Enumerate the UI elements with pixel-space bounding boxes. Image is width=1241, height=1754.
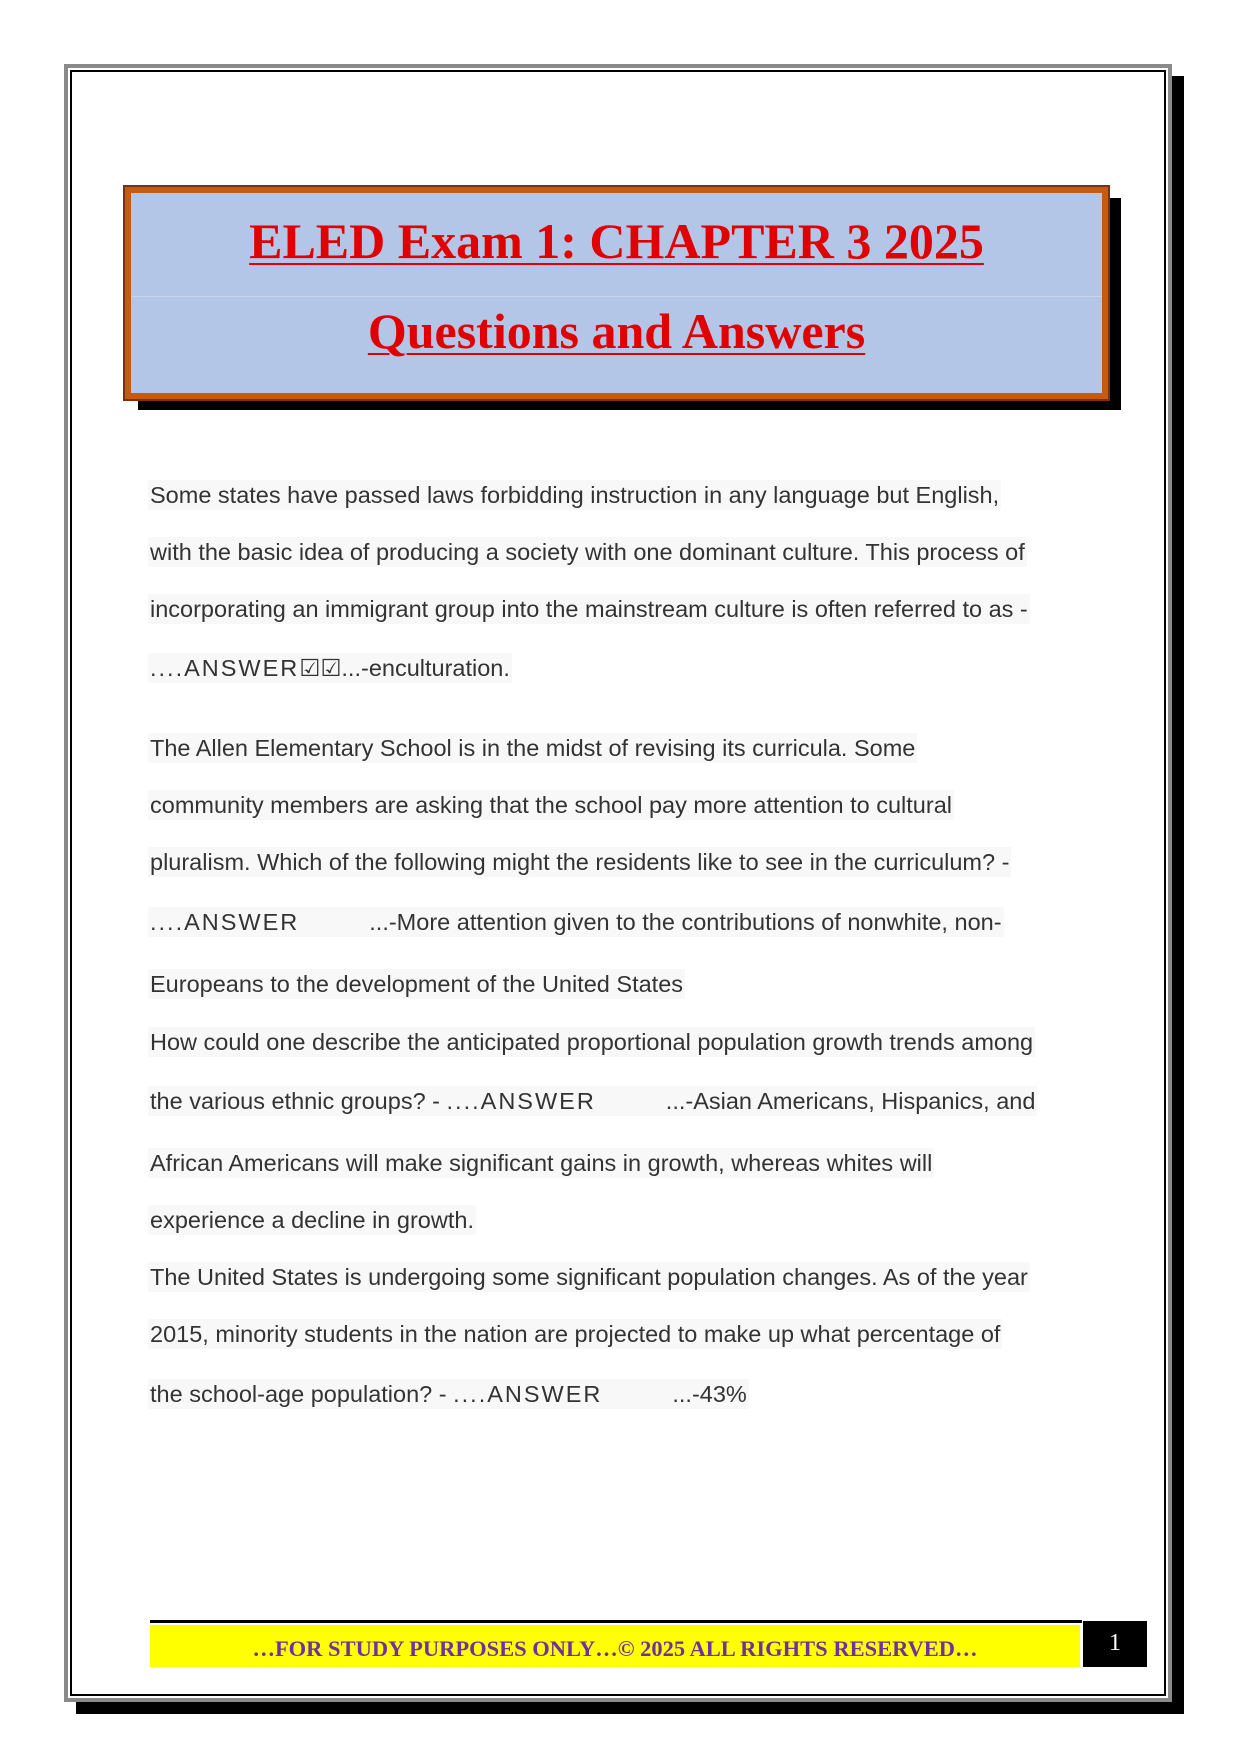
answer-line: Europeans to the development of the United States [150,971,684,997]
answer-line [148,1379,749,1409]
checkmark-icon: ☑☑ [299,655,342,681]
document-title: ELED Exam 1: CHAPTER 3 2025 [249,213,984,269]
title-divider [131,296,1102,297]
question-line: with the basic idea of producing a society with one dominant culture. This process of [150,539,1025,565]
answer-label: ....ANSWER [150,909,300,935]
answer-line [148,907,1004,937]
document-subtitle: Questions and Answers [367,303,866,359]
question-line: Some states have passed laws forbidding instruction in any language but English, [150,482,1000,508]
question-line: community members are asking that the school pay more attention to cultural [150,792,952,818]
footer-rule [150,1620,1082,1623]
answer-line: African Americans will make significant gains in growth, whereas whites will [150,1150,933,1176]
answer-label: ....ANSWER [150,655,300,681]
answer-label: ....ANSWER [453,1381,603,1407]
answer-label: ....ANSWER [446,1088,596,1114]
question-line: The Allen Elementary School is in the midst of revising its curricula. Some [150,735,916,761]
answer-text: ...-Asian Americans, Hispanics, and [665,1088,1036,1114]
answer-line [148,1086,1037,1116]
answer-line: experience a decline in growth. [150,1207,474,1233]
question-line: pluralism. Which of the following might the residents like to see in the curriculum? - [150,849,1010,875]
page-number: 1 [1083,1621,1147,1667]
answer-text: ...-enculturation. [341,655,510,681]
question-line: 2015, minority students in the nation are projected to make up what percentage of [150,1321,1001,1347]
question-line: incorporating an immigrant group into the mainstream culture is often referred to as - [150,596,1028,622]
question-line: The United States is undergoing some significant population changes. As of the year [150,1264,1028,1290]
answer-text: ...-43% [672,1381,747,1407]
title-box [125,187,1108,399]
question-line: How could one describe the anticipated proportional population growth trends among [150,1029,1034,1055]
question-text: the school-age population? - [150,1381,454,1407]
question-text: the various ethnic groups? - [150,1088,447,1114]
footer-banner: …FOR STUDY PURPOSES ONLY…© 2025 ALL RIGHTS RESERVED… [150,1625,1080,1667]
answer-text: ...-More attention given to the contributions of nonwhite, non- [369,909,1002,935]
answer-line [148,653,512,683]
